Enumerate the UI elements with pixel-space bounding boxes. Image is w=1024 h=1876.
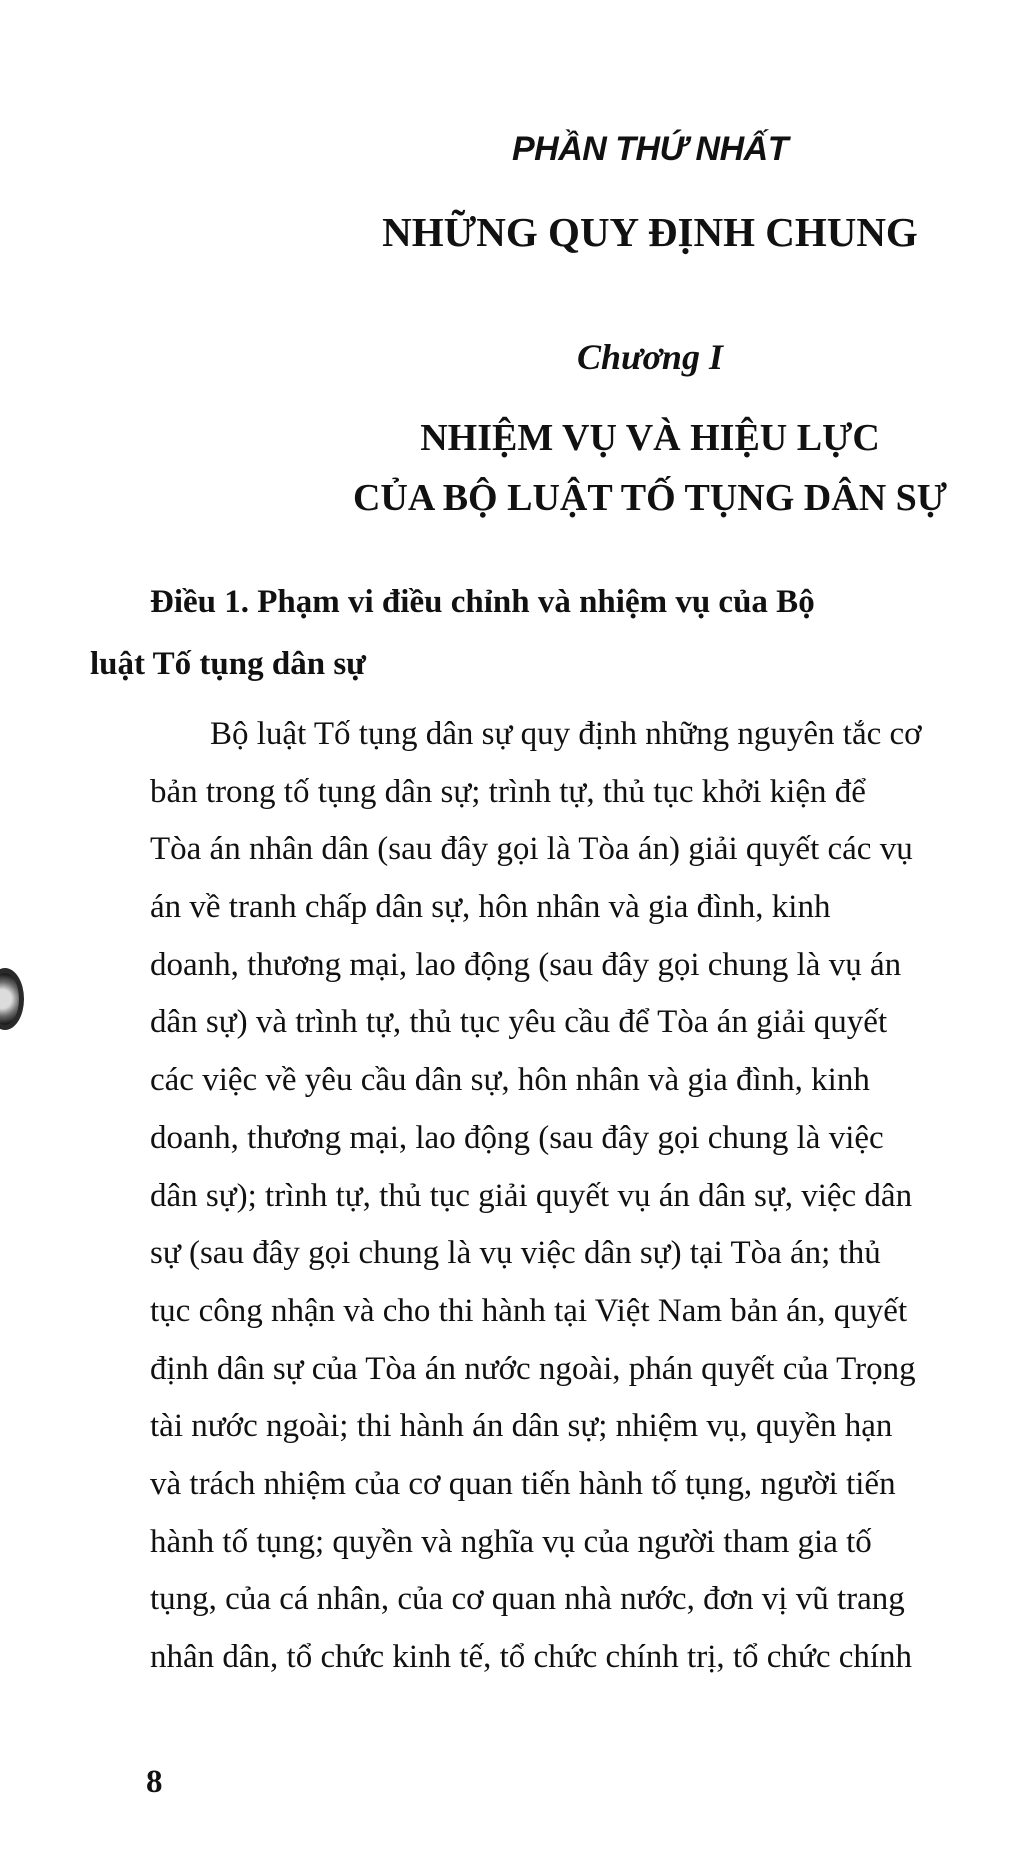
body-line: tụng, của cá nhân, của cơ quan nhà nước, đơn vị vũ trang [150,1581,905,1618]
part-label: PHẦN THỨ NHẤT [512,130,788,168]
chapter-title [0,408,1024,528]
part-title: NHỮNG QUY ĐỊNH CHUNG [382,209,918,255]
article-heading-line: luật Tố tụng dân sự [90,646,366,682]
body-line: các việc về yêu cầu dân sự, hôn nhân và gia đình, kinh [150,1062,870,1099]
body-line: dân sự) và trình tự, thủ tục yêu cầu để Tòa án giải quyết [150,1004,888,1041]
body-line: tài nước ngoài; thi hành án dân sự; nhiệm vụ, quyền hạn [150,1408,893,1445]
body-line: sự (sau đây gọi chung là vụ việc dân sự) tại Tòa án; thủ [150,1235,881,1272]
chapter-title-line: NHIỆM VỤ VÀ HIỆU LỰC [420,417,880,459]
chapter-label: Chương I [577,337,723,377]
body-line: bản trong tố tụng dân sự; trình tự, thủ tục khởi kiện để [150,773,866,810]
article-body [150,706,922,1687]
body-line: Tòa án nhân dân (sau đây gọi là Tòa án) giải quyết các vụ [150,831,913,868]
chapter-title-line: CỦA BỘ LUẬT TỐ TỤNG DÂN SỰ [352,477,948,519]
body-line: án về tranh chấp dân sự, hôn nhân và gia đình, kinh [150,889,831,926]
binding-hole-mark [0,968,24,1030]
page-number: 8 [146,1764,163,1800]
body-line: doanh, thương mại, lao động (sau đây gọi chung là việc [150,1119,884,1156]
body-line: doanh, thương mại, lao động (sau đây gọi chung là vụ án [150,946,902,983]
body-line: Bộ luật Tố tụng dân sự quy định những nguyên tắc cơ [210,716,922,752]
body-line: định dân sự của Tòa án nước ngoài, phán quyết của Trọng [150,1350,916,1387]
body-line: nhân dân, tổ chức kinh tế, tổ chức chính trị, tổ chức chính [150,1639,913,1675]
body-line: dân sự); trình tự, thủ tục giải quyết vụ án dân sự, việc dân [150,1177,913,1214]
body-line: hành tố tụng; quyền và nghĩa vụ của người tham gia tố [150,1523,872,1560]
article-heading-line: Điều 1. Phạm vi điều chỉnh và nhiệm vụ của Bộ [150,584,815,620]
article-heading [90,571,815,695]
body-line: tục công nhận và cho thi hành tại Việt Nam bản án, quyết [150,1292,908,1329]
body-line: và trách nhiệm của cơ quan tiến hành tố tụng, người tiến [150,1465,896,1502]
